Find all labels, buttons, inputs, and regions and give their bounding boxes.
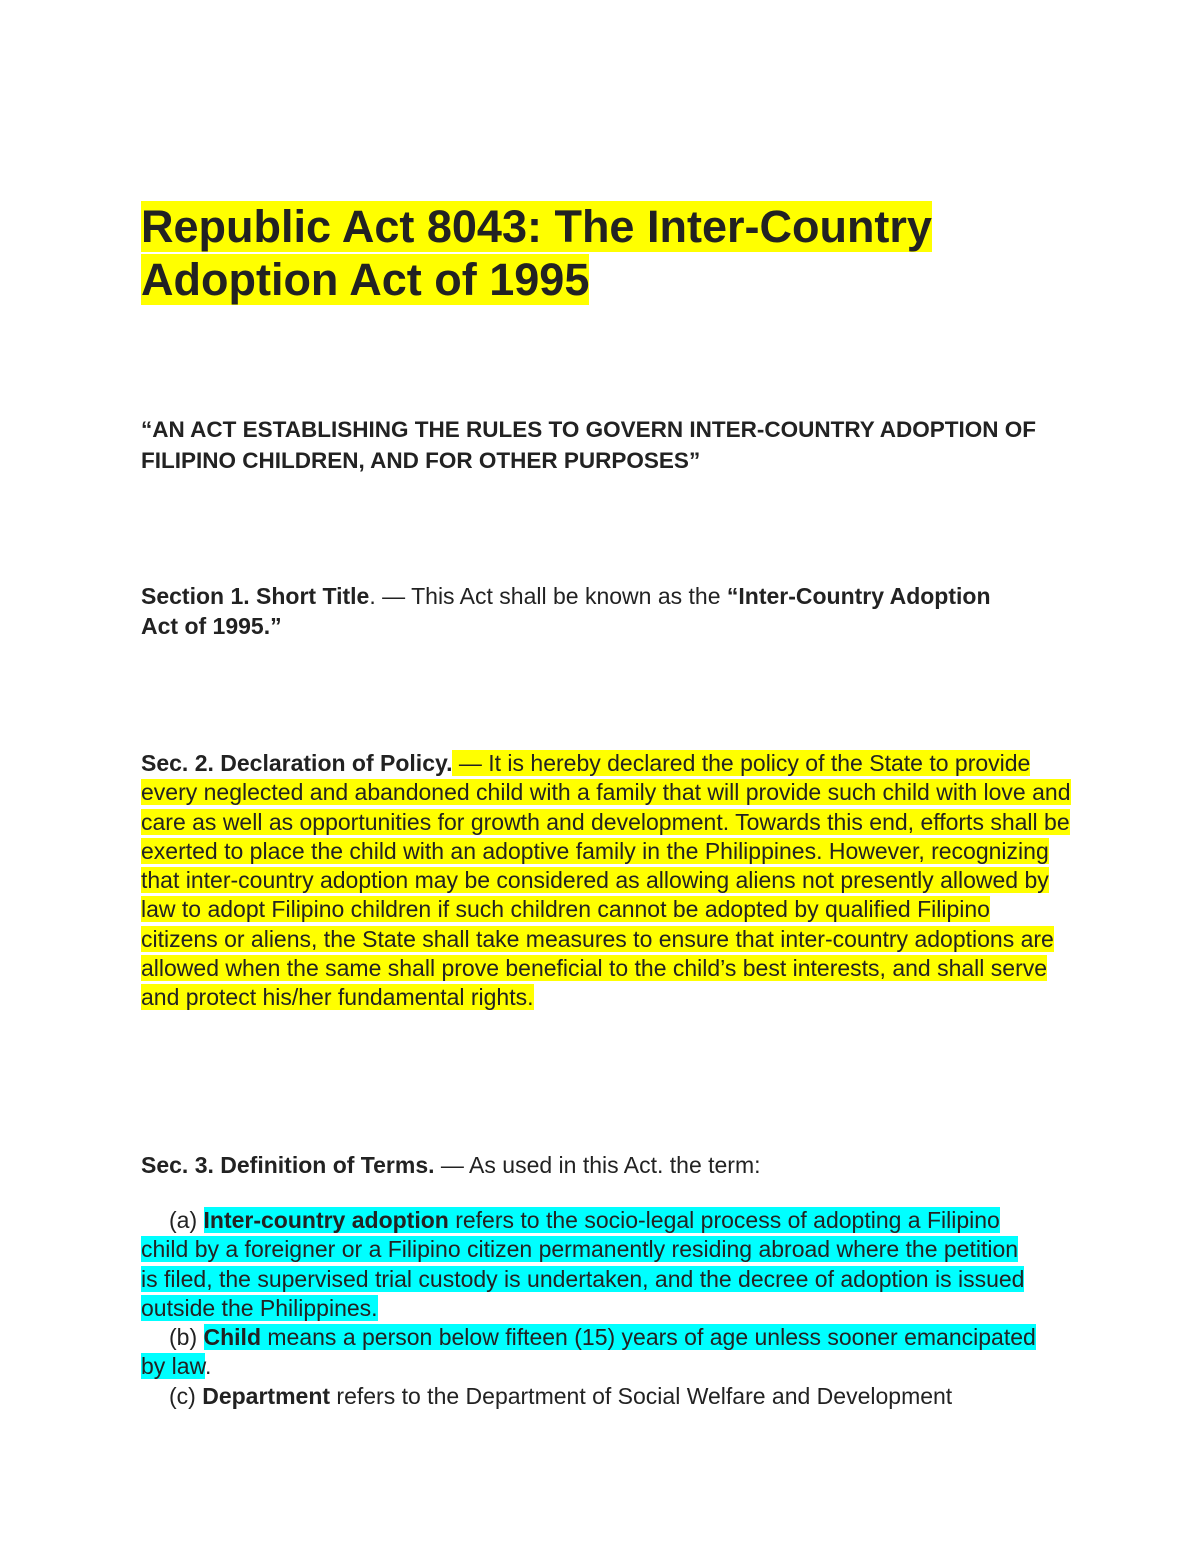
definition-text: means a person below fifteen (15) years of age unless sooner emancipated by law [141,1324,1036,1380]
definition-label: (c) [169,1382,203,1409]
definition-item [141,1382,1041,1411]
definition-text: refers to the Department of Social Welfare and Development [330,1382,953,1409]
definition-item [141,1323,1041,1382]
section-2-separator: — [452,750,489,776]
definition-term: Department [202,1382,331,1409]
definition-label: (a) [169,1207,204,1233]
definition-term: Child [203,1324,261,1351]
section-1-text: This Act shall be known as the [411,583,727,609]
definitions-list [141,1206,1041,1411]
definition-label: (b) [169,1324,204,1351]
definition-item [141,1206,1041,1323]
definition-text: refers to the socio-legal process of adopting a Filipino child by a foreigner or a Filipino citizen permanently residing abroad where the petition is filed, the supervised trial custody is undertaken, and the decree of adoption is issued outside the Philippines [141,1207,1025,1321]
section-1-heading: Section 1. Short Title [141,583,370,609]
definition-end: . [371,1294,378,1321]
title-highlight: Republic Act 8043: The Inter-Country Adoption Act of 1995 [141,201,932,305]
section-2-text: It is hereby declared the policy of the State to provide every neglected and abandoned child with a family that will provide such child with love and care as well as opportunities for growth and development. Towards this end, efforts shall be exerted to place the child with an adoptive family in the Philippines. However, recognizing that inter-country adoption may be considered as allowing aliens not presently allowed by law to adopt Filipino children if such children cannot be adopted by qualified Filipino citizens or aliens, the State shall take measures to ensure that inter-country adoptions are allowed when the same shall prove beneficial to the child’s best interests, and shall serve and protect his/her fundamental rights. [141,750,1071,1011]
section-1-separator: . — [369,583,412,609]
section-1-quoted-title: “Inter-Country Adoption Act of 1995.” [141,583,991,639]
definition-term: Inter-country adoption [203,1207,449,1233]
section-2-paragraph [141,749,1071,1013]
section-3-separator: — [434,1152,470,1178]
act-subtitle: “AN ACT ESTABLISHING THE RULES TO GOVERN INTER-COUNTRY ADOPTION OF FILIPINO CHILDREN, AND FOR OTHER PURPOSES” [141,417,1037,473]
section-1-paragraph [141,581,1001,641]
section-3-paragraph [141,1150,1071,1180]
section-2-heading: Sec. 2. Declaration of Policy. [141,750,453,776]
document-title [141,200,1061,306]
definition-end: . [204,1353,212,1380]
section-3-heading: Sec. 3. Definition of Terms. [141,1152,435,1178]
section-3-text: As used in this Act. the term: [469,1152,761,1178]
